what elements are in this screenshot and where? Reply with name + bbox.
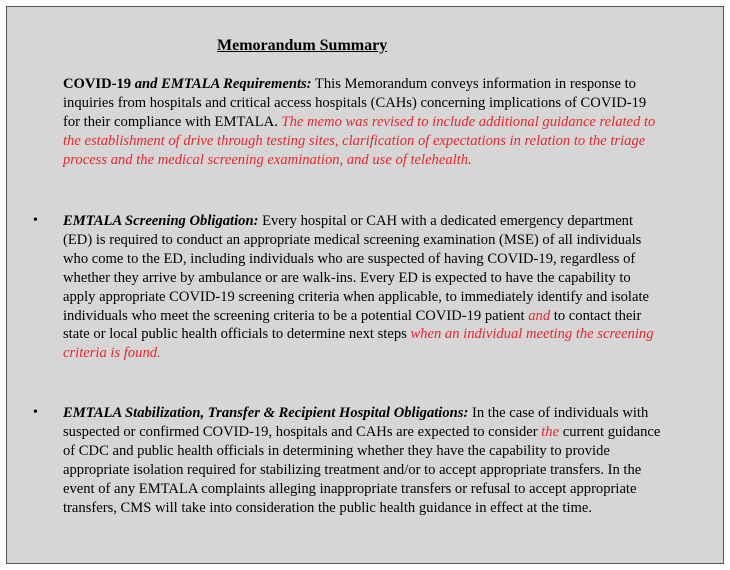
screening-obligation-heading: EMTALA Screening Obligation:	[63, 213, 259, 229]
intro-heading-emtala: and EMTALA Requirements:	[131, 76, 312, 92]
bullet-marker: •	[33, 213, 38, 228]
screening-obligation-paragraph	[63, 212, 663, 363]
intro-body: This Memorandum conveys information in response to inquiries from hospitals and critical access hospitals (CAHs) concerning implications of COVID-19 for their compliance with EMTALA.	[63, 76, 647, 130]
intro-paragraph	[63, 75, 663, 170]
bullet-marker: •	[33, 405, 38, 420]
screening-obligation-added-and: and	[528, 307, 551, 324]
screening-obligation-body-2: to contact their state or local public health officials to determine next steps	[63, 307, 642, 343]
stabilization-transfer-body-1: In the case of individuals with suspected or confirmed COVID-19, hospitals and CAHs are expected to consider	[63, 405, 649, 440]
stabilization-transfer-added-the: the	[541, 423, 560, 440]
screening-obligation-added-clause: when an individual meeting the screening criteria is found.	[63, 326, 654, 362]
intro-revision-note: The memo was revised to include additional guidance related to the establishment of drive through testing sites, clarification of expectations in relation to the triage process and the medical screening examination, and use of telehealth.	[63, 113, 656, 168]
memorandum-summary-box	[6, 6, 724, 564]
intro-heading-covid: COVID-19	[63, 76, 132, 92]
stabilization-transfer-heading: EMTALA Stabilization, Transfer & Recipient Hospital Obligations:	[63, 405, 469, 421]
stabilization-transfer-paragraph	[63, 404, 663, 517]
screening-obligation-body-1: Every hospital or CAH with a dedicated emergency department (ED) is required to conduct an appropriate medical screening examination (MSE) of all individuals who come to the ED, including individuals who are suspected of having COVID-19, regardless of whether they arrive by ambulance or are walk-ins. Every ED is expected to have the capability to apply appropriate COVID-19 screening criteria when applicable, to immediately identify and isolate individuals who meet the screening criteria to be a potential COVID-19 patient	[63, 213, 649, 324]
stabilization-transfer-body-2: current guidance of CDC and public health officials in determining whether they have the capability to provide appropriate isolation required for stabilizing treatment and/or to accept appropriate transfers. In the event of any EMTALA complaints alleging inappropriate transfers or refusal to accept appropriate transfers, CMS will take into consideration the public health guidance in effect at the time.	[63, 423, 661, 516]
memo-title: Memorandum Summary	[217, 37, 388, 54]
